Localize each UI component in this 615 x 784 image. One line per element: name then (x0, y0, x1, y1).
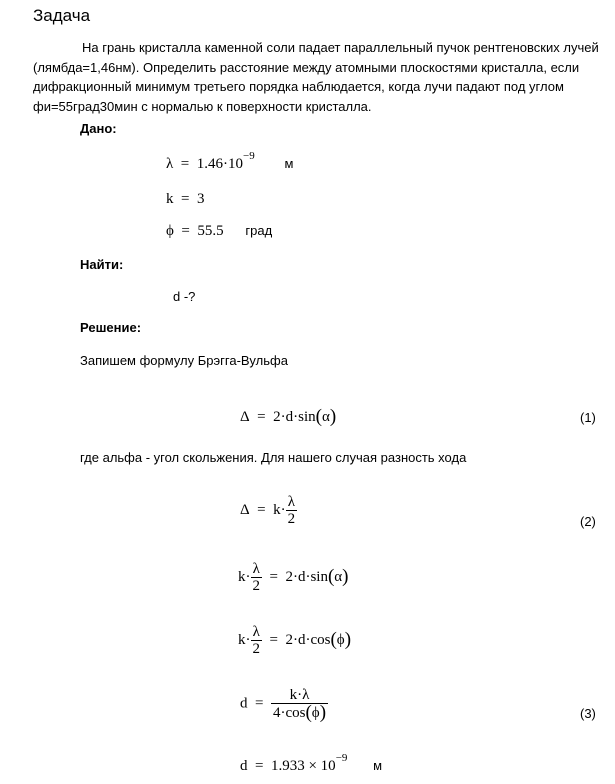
formula-3: k· $\frac{\lambda}{2}$ = 2·d·sin(α) (238, 561, 349, 594)
formula-2: Δ = k· $\frac{\lambda}{2}$ (240, 494, 296, 527)
problem-text: На грань кристалла каменной соли падает параллельный пучок рентгеновских лучей (лямбда=1,46нм). Определить расстояние между атомными плоскостями кристалла, если дифракционный минимум третьего порядка наблюдается, когда лучи падают под углом фи=55град30мин с нормалью к поверхности кристалла. (33, 40, 599, 114)
problem-statement (33, 38, 608, 116)
find-heading: Найти: (80, 257, 124, 272)
given-k: k = 3 (166, 191, 205, 207)
given-lambda-unit: м (284, 156, 294, 171)
result: $d = 1.933 \times 10^{-9}$ м (240, 752, 383, 774)
given-lambda: $\lambda = 1.46\cdot 10^{-9}$ м (166, 150, 294, 172)
solution-intro: Запишем формулу Брэгга-Вульфа (80, 353, 288, 368)
formula-4: k· $\frac{\lambda}{2}$ = 2·d·cos(ϕ) (238, 624, 352, 657)
result-unit: м (373, 758, 383, 773)
given-heading: Дано: (80, 121, 117, 136)
equation-number-3: (3) (580, 706, 596, 721)
page-title: Задача (33, 6, 91, 25)
given-phi: ϕ = 55.5 град (166, 223, 273, 239)
find-item: d -? (173, 289, 196, 304)
equation-number-2: (2) (580, 514, 596, 529)
formula-5: d = $\frac{k\cdot\lambda}{4\cdot\cos(\phi)}$ (240, 687, 327, 723)
equation-number-1: (1) (580, 410, 596, 425)
solution-heading: Решение: (80, 320, 142, 335)
solution-note: где альфа - угол скольжения. Для нашего случая разность хода (80, 450, 467, 465)
formula-1: Δ = 2·d·sin(α) (240, 406, 337, 427)
given-phi-unit: град (245, 223, 273, 238)
